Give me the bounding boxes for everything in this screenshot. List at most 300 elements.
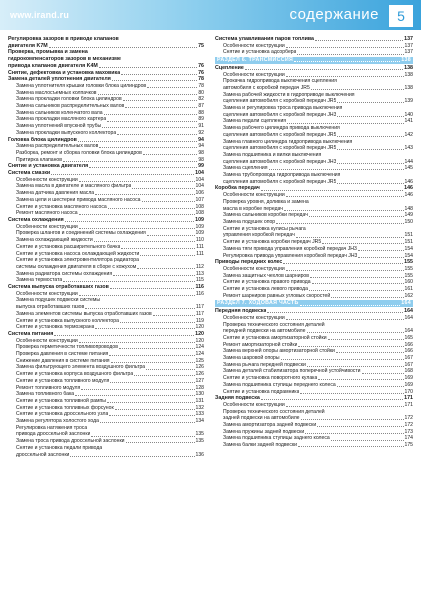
toc-entry-title: Снижение давления в системе питания [16,357,110,364]
toc-dot-leader [337,136,403,137]
toc-entry [8,418,204,425]
toc-page-number: 134 [195,418,204,425]
toc-entry-title: привода дроссельной заслонки [16,431,91,438]
toc-dot-leader [99,67,197,68]
toc-chapter-entry [8,49,204,56]
toc-entry [215,315,413,322]
toc-page-number: 87 [198,103,204,110]
toc-entry [215,435,413,442]
toc-entry-title: управления коробкой передач [223,232,295,239]
toc-dot-leader [331,440,404,441]
toc-dot-leader [318,379,403,380]
toc-entry [215,226,413,233]
toc-dot-leader [117,134,197,135]
toc-page-number: 130 [195,391,204,398]
toc-entry-title: Особенности конструкции [16,337,78,344]
toc-entry-title: Замена рабочего цилиндра привода выключения [223,125,340,132]
toc-dot-leader [153,315,195,316]
toc-dot-leader [284,210,404,211]
toc-page-number: 98 [198,156,204,163]
toc-entry-title: Ремонт топливного модуля [16,384,81,391]
toc-entry [8,438,204,445]
toc-page-number: 115 [195,277,204,284]
toc-dot-leader [109,415,194,416]
toc-entry [8,230,204,237]
toc-page-number: 172 [404,415,413,422]
toc-page-number: 141 [404,118,413,125]
toc-entry-title: Замена фильтрующего элемента воздушного фильтра [16,364,146,371]
toc-dot-leader [269,169,404,170]
toc-dot-leader [111,362,195,363]
toc-page-number: 76 [198,69,204,76]
toc-entry [215,382,413,389]
toc-entry [8,204,204,211]
toc-chapter-entry [215,308,413,315]
toc-page-number: 161 [404,286,413,293]
toc-dot-leader [336,352,404,353]
toc-entry-title: Замена амортизатора задней подвески [223,422,317,429]
toc-dot-leader [283,263,403,264]
toc-entry-title: Замена охлаждающей жидкости [16,237,93,244]
toc-dot-leader [91,436,194,437]
toc-page-number: 91 [198,123,204,130]
toc-entry [8,324,204,331]
toc-entry [8,237,204,244]
toc-entry-title: Проверка уровня, доливка и замена [223,198,309,205]
toc-dot-leader [81,389,194,390]
toc-page-number: 104 [195,183,204,190]
toc-page-number: 78 [198,76,204,83]
toc-entry [215,328,413,335]
toc-entry [8,351,204,358]
toc-chapter-entry [8,43,204,50]
toc-dot-leader [79,295,195,296]
toc-dot-leader [108,208,195,209]
toc-entry [215,232,413,239]
toc-entry [8,157,204,164]
toc-dot-leader [286,47,404,48]
toc-page-number: 80 [198,89,204,96]
toc-page-number: 150 [404,218,413,225]
toc-entry-title: Снятие и установка левого привода [223,286,308,293]
toc-page-number: 138 [401,57,411,64]
toc-page-number: 135 [195,438,204,445]
toc-page-number: 146 [404,178,413,185]
toc-dot-leader [245,69,403,70]
toc-entry [215,422,413,429]
toc-entry-title: Регулировка привода управления коробкой передач JH3 [223,252,358,259]
toc-entry-title: Замена элементов системы выпуска отработавших газов [16,310,152,317]
toc-entry-title: Замена главного цилиндра гидропривода выключения [223,138,353,145]
toc-dot-leader [337,163,403,164]
toc-entry-title: Замена радиатора системы охлаждения [16,270,113,277]
toc-page-number: 148 [404,205,413,212]
toc-entry [215,199,413,206]
toc-page-number: 120 [195,330,204,337]
toc-dot-leader [147,235,195,236]
toc-dot-leader [286,270,404,271]
toc-entry [215,442,413,449]
toc-entry-title: Задняя подвеска [215,395,260,402]
toc-entry-title: задней подвески на автомобиле [223,415,300,422]
toc-entry [215,273,413,280]
toc-entry [215,375,413,382]
toc-dot-leader [307,332,404,333]
toc-entry [8,183,204,190]
toc-page-number: 166 [404,348,413,355]
toc-page-number: 167 [404,355,413,362]
toc-page-number: 117 [195,310,204,317]
toc-dot-leader [300,305,401,306]
toc-dot-leader [110,382,194,383]
toc-entry [215,132,413,139]
toc-page-number: 116 [195,284,204,291]
toc-page-number: 113 [195,270,204,277]
toc-page-number: 151 [404,239,413,246]
toc-page-number: 128 [195,384,204,391]
toc-page-number: 142 [404,131,413,138]
toc-entry [8,398,204,405]
toc-entry-title: Замена троса привода дроссельной заслонки [16,438,125,445]
toc-entry-title: Замена уплотнений впускной трубы [16,123,102,130]
toc-entry [215,49,413,56]
toc-entry [215,266,413,273]
toc-entry-title: Замена подушек подвески системы [16,297,101,304]
toc-page-number: 143 [404,145,413,152]
toc-entry-title: Снятие и установка амортизаторной стойки [223,334,327,341]
toc-page-number: 144 [404,158,413,165]
toc-chapter-entry [215,395,413,402]
toc-entry-title: Проверка, промывка и замена [8,49,88,56]
toc-entry-title: Особенности конструкции [16,290,78,297]
toc-entry-title: Снятие и установка электровентилятора радиатора [16,257,139,264]
toc-page-number: 88 [198,109,204,116]
toc-entry [8,344,204,351]
toc-entry-title: Замена термостата [16,277,63,284]
toc-entry-title: Снятие и установка двигателя [8,163,89,170]
toc-entry-title: Коробка передач [215,185,260,192]
toc-entry-title: масла в коробке передач [223,205,283,212]
toc-page-number: 99 [198,163,204,170]
toc-page-number: 120 [195,324,204,331]
toc-page-number: 136 [195,451,204,458]
toc-dot-leader [296,237,404,238]
toc-entry [215,286,413,293]
toc-dot-leader [49,47,197,48]
toc-entry [215,85,413,92]
toc-dot-leader [132,188,194,189]
toc-dot-leader [107,402,195,403]
toc-entry [8,358,204,365]
toc-dot-leader [126,442,195,443]
toc-entry [215,355,413,362]
toc-page-number: 165 [404,334,413,341]
toc-dot-leader [286,319,404,320]
toc-dot-leader [121,74,197,75]
toc-entry [8,405,204,412]
toc-entry-title: двигателя K7M [8,42,48,49]
toc-entry-title: Регулировка натяжения троса [16,424,88,431]
toc-dot-leader [94,241,195,242]
toc-entry-title: Снятие и установка педали привода [16,444,103,451]
toc-chapter-entry [215,185,413,192]
toc-page-number: 154 [404,245,413,252]
toc-section-bar [215,57,413,64]
toc-page-number: 146 [404,192,413,199]
toc-page-number: 168 [404,368,413,375]
toc-entry [215,253,413,260]
toc-entry-title: Замена подшипника ступицы переднего колеса [223,381,336,388]
toc-entry [215,429,413,436]
toc-entry-title: Замена подшипника ступицы заднего колеса [223,435,330,442]
toc-entry [215,322,413,329]
toc-dot-leader [146,369,194,370]
toc-page-number: 164 [404,308,413,315]
toc-entry-title: Снятие и установка адсорбера [223,49,297,56]
toc-dot-leader [294,61,400,62]
toc-entry-title: Замена подшипника и вилки выключения [223,151,322,158]
toc-dot-leader [99,147,197,148]
toc-entry-title: Проверка технического состояния деталей [223,408,325,415]
toc-entry [8,90,204,97]
toc-entry-title: Замена сальников распределительных валов [16,103,125,110]
toc-entry [215,415,413,422]
toc-page-number: 151 [404,232,413,239]
toc-dot-leader [142,201,195,202]
toc-entry-title: Замена прокладки головки блока цилиндров [16,96,122,103]
toc-entry-title: Проверка давления в системе питания [16,351,109,358]
toc-dot-leader [312,283,404,284]
toc-entry [215,246,413,253]
toc-entry [8,304,204,311]
toc-dot-leader [113,275,195,276]
toc-page-number: 124 [195,351,204,358]
toc-entry-title: Особенности конструкции [16,223,78,230]
toc-page-number: 125 [195,357,204,364]
toc-chapter-entry [215,259,413,266]
toc-dot-leader [140,255,195,256]
toc-page-number: 169 [404,381,413,388]
toc-entry-title: Снятие и установка насоса охлаждающей жидкости [16,250,140,257]
toc-dot-leader [310,277,404,278]
toc-page-number: 173 [404,428,413,435]
toc-entry-title: Снятие и установка подрамника [223,388,300,395]
toc-dot-leader [358,250,404,251]
toc-dot-leader [358,257,403,258]
toc-page-number: 127 [195,377,204,384]
toc-entry [215,348,413,355]
toc-entry-title: Замена пружины задней подвески [223,428,305,435]
toc-page-number: 104 [195,176,204,183]
toc-entry [8,391,204,398]
toc-page-number: 164 [404,328,413,335]
toc-page-number: 164 [401,300,411,307]
toc-entry-title: Снятие и установка кулисы рычага [223,225,306,232]
toc-dot-leader [337,386,404,387]
toc-entry-title: Система выпуска отработавших газов [8,284,109,291]
toc-dot-leader [79,214,195,215]
toc-dot-leader [107,121,197,122]
toc-entry-title: Разборка, ремонт и сборка головки блока цилиндров [16,149,142,156]
toc-entry [215,172,413,179]
toc-entry-title: Снятие и установка топливного модуля [16,377,110,384]
toc-entry-title: Система питания [8,330,54,337]
toc-page-number: 167 [404,361,413,368]
toc-page-number: 120 [195,337,204,344]
toc-entry-title: Замена регулятора холостого хода [16,418,99,425]
toc-page-number: 133 [195,411,204,418]
toc-dot-leader [120,322,195,323]
toc-entry-title: сцепления автомобиля с коробкой передач JH3 [223,111,337,118]
toc-entry [215,78,413,85]
toc-entry-title: Снятие и установка термоэкрана [16,324,95,331]
toc-entry-title: Сцепление [215,64,244,71]
toc-entry [8,277,204,284]
toc-entry [8,257,204,264]
toc-entry [8,244,204,251]
toc-entry-title: Особенности конструкции [223,71,285,78]
toc-entry-title: передней подвески на автомобиле [223,328,306,335]
toc-entry-title: привода клапанов двигателя K4M [8,62,98,69]
toc-entry-title: сцепления автомобиля с коробкой передач JR5 [223,178,337,185]
toc-dot-leader [102,127,197,128]
toc-entry-title: Снятие и установка расширительного бачка [16,243,121,250]
toc-entry-title: Замена трубопровода гидропривода выключения [223,172,341,179]
toc-entry [8,210,204,217]
toc-page-number: 78 [198,82,204,89]
toc-entry [8,385,204,392]
toc-page-number: 109 [195,216,204,223]
toc-dot-leader [63,161,197,162]
toc-entry [8,431,204,438]
toc-page-number: 117 [195,304,204,311]
toc-dot-leader [110,288,195,289]
toc-entry [215,362,413,369]
toc-entry [8,338,204,345]
toc-dot-leader [337,183,403,184]
toc-entry [215,118,413,125]
toc-entry-title: Замена масла в двигателе и масляного фильтра [16,183,132,190]
toc-page-number: 155 [404,272,413,279]
toc-left-column [8,36,204,458]
toc-chapter-entry [8,170,204,177]
toc-page-number: 135 [195,431,204,438]
toc-entry [8,378,204,385]
toc-page-number: 171 [404,395,413,402]
toc-entry [215,98,413,105]
toc-entry [215,159,413,166]
toc-entry-title: сцепления автомобиля с коробкой передач JH3 [223,158,337,165]
toc-entry-title: Замена распределительных валов [16,143,99,150]
toc-entry-title: Снятие и установка топливной рампы [16,397,106,404]
toc-page-number: 108 [195,203,204,210]
toc-entry [8,150,204,157]
toc-entry-title: Приводы передних колес [215,259,283,266]
toc-entry-title: Ремонт масляного насоса [16,210,78,217]
toc-entry-title: Снятие и установка топливных форсунок [16,404,114,411]
toc-entry-title: Замена прокладки масляного картера [16,116,107,123]
toc-entry-title: Замена рычага передней подвески [223,361,306,368]
toc-dot-leader [315,40,403,41]
toc-chapter-entry [215,65,413,72]
toc-dot-leader [301,419,404,420]
toc-entry [8,103,204,110]
toc-dot-leader [286,76,404,77]
toc-entry-title: Особенности конструкции [16,176,78,183]
toc-entry-title: Особенности конструкции [223,265,285,272]
toc-entry-title: гидрокомпенсаторов зазоров в механизме [8,56,121,63]
toc-dot-leader [95,194,194,195]
toc-chapter-entry [8,76,204,83]
toc-page-number: 111 [196,243,204,250]
toc-entry [215,72,413,79]
toc-dot-leader [137,268,195,269]
toc-entry [8,297,204,304]
toc-dot-leader [261,190,403,191]
toc-dot-leader [317,426,403,427]
toc-dot-leader [337,116,403,117]
toc-page-number: 171 [404,401,413,408]
toc-dot-leader [276,223,403,224]
toc-page-number: 145 [404,165,413,172]
toc-dot-leader [362,373,404,374]
toc-page-number: 170 [404,388,413,395]
toc-dot-leader [286,196,404,197]
toc-page-number: 106 [195,190,204,197]
toc-chapter-entry [8,284,204,291]
toc-dot-leader [95,328,194,329]
toc-page-number: 160 [404,279,413,286]
toc-page-number: 124 [195,344,204,351]
toc-entry [215,239,413,246]
toc-entry [215,192,413,199]
toc-dot-leader [300,393,403,394]
toc-entry [215,145,413,152]
toc-chapter-entry [8,56,204,63]
toc-dot-leader [115,409,195,410]
toc-entry [215,212,413,219]
toc-entry [215,43,413,50]
toc-dot-leader [311,89,404,90]
toc-dot-leader [337,102,403,103]
toc-entry-title: Замена сальников коробки передач [223,212,308,219]
toc-entry-title: Снятие и установка коробки передач JR5 [223,239,322,246]
toc-entry [8,271,204,278]
toc-entry-title: Снятие и установка дроссельного узла [16,411,109,418]
toc-page-number: 138 [404,84,413,91]
toc-entry [8,177,204,184]
page-number: 5 [389,5,413,27]
toc-entry-title: Особенности конструкции [223,314,285,321]
toc-entry [8,197,204,204]
toc-entry [215,409,413,416]
toc-page-number: 155 [404,265,413,272]
toc-page-number: 138 [404,64,413,71]
toc-dot-leader [134,375,194,376]
toc-entry [8,143,204,150]
toc-dot-leader [281,359,404,360]
toc-entry-title: Замена деталей стабилизатора поперечной устойчивости [223,368,361,375]
toc-entry [8,445,204,452]
toc-page-number: 111 [196,250,204,257]
toc-entry-title: Особенности конструкции [223,192,285,199]
toc-page-number: 169 [404,375,413,382]
toc-page-number: 146 [404,185,413,192]
toc-page-number: 98 [198,149,204,156]
toc-entry-title: Система охлаждения [8,216,64,223]
toc-page-number: 82 [198,96,204,103]
toc-page-number: 132 [195,404,204,411]
